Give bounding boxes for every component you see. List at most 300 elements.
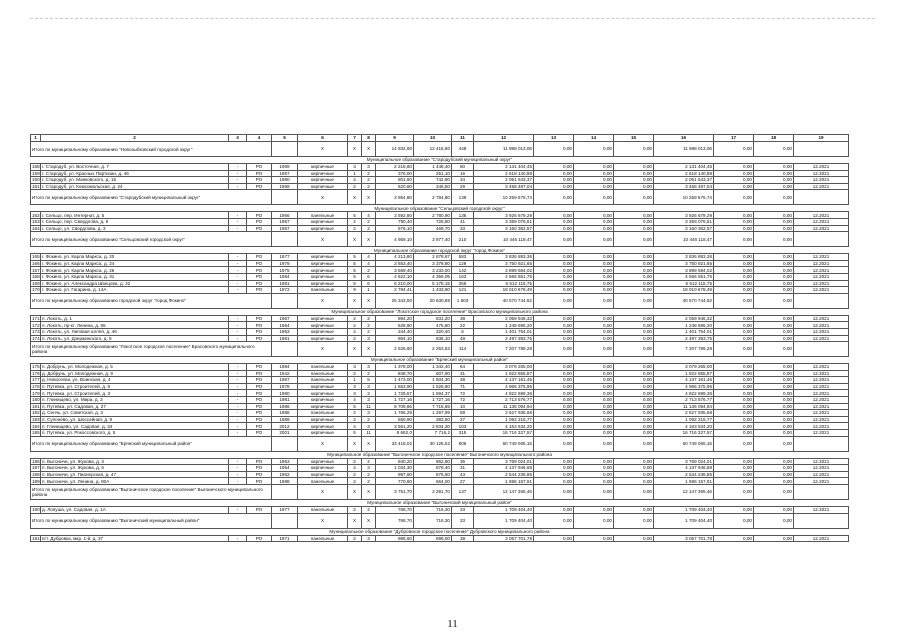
table-cell: 4 [362,254,376,261]
table-cell: 0,00 [754,507,794,514]
total-cell: 0,00 [534,232,574,247]
table-cell: 0,00 [574,322,614,329]
table-cell: 0,00 [614,458,654,465]
table-cell: - [229,267,247,274]
table-cell: д. Добрунь, ул. Молодежная, д. 9 [41,370,229,377]
table-cell: 2 [348,416,362,423]
table-cell: 29 [452,183,474,190]
table-cell: 0,00 [754,397,794,404]
table-cell: 3 359 076,61 [654,218,714,225]
section-title: Муниципальное образование "Брянский муниципальный район" [31,357,849,364]
table-cell: - [229,280,247,287]
table-cell: кирпичные [298,177,348,184]
total-cell: 0,00 [614,190,654,205]
table-cell: 0,00 [614,328,654,335]
table-cell: 0,00 [574,478,614,485]
total-cell: 40 570 744,52 [474,293,534,308]
table-cell: 0,00 [754,218,794,225]
table-cell: 0,00 [754,410,794,417]
table-cell: 12.2021 [794,183,849,190]
total-label: Итого по муниципальному образованию городской округ "город Фокино" [31,293,272,308]
table-cell: 1 709 404,40 [654,507,714,514]
table-cell: 0,00 [574,390,614,397]
table-cell: 0,00 [714,212,754,219]
table-cell: РО [247,225,272,232]
table-cell: 0,00 [754,177,794,184]
table-cell: - [229,218,247,225]
table-cell: 0,00 [614,465,654,472]
document-table-frame [30,134,848,542]
total-cell: 10 259 575,74 [654,190,714,205]
table-cell: 0,00 [534,410,574,417]
table-cell: 0,00 [754,315,794,322]
table-cell: 27 [452,478,474,485]
table-cell: 163 [452,273,474,280]
total-cell: 0,00 [714,485,754,500]
table-cell: 0,00 [714,390,754,397]
table-cell: 1984 [272,364,298,371]
table-cell: п. Путевка, ул. Садовая, д. 27 [41,403,229,410]
table-row [31,212,849,219]
table-cell: 12.2021 [794,458,849,465]
table-cell: 848,70 [376,370,414,377]
total-cell: 448 [452,142,474,157]
table-cell: 0,00 [754,535,794,542]
table-cell: кирпичные [298,170,348,177]
table-row [31,478,849,485]
total-cell: X [362,190,376,205]
table-cell: - [229,335,247,342]
table-cell: 0,00 [534,465,574,472]
table-cell: 12.2021 [794,273,849,280]
table-cell: 2 544 236,85 [654,471,714,478]
table-cell: 0,00 [714,267,754,274]
table-cell: 36 [452,458,474,465]
total-label: Итого по муниципальному образованию "Локотское городское поселение" Брасовского муниципального района [31,342,272,357]
table-cell: кирпичные [298,423,348,430]
table-cell: - [229,410,247,417]
table-cell: 0,00 [754,465,794,472]
table-cell: г. Фокино, ул. Александра Швецова, д. 22 [41,280,229,287]
table-cell: 162 [32,212,40,218]
table-cell: - [229,416,247,423]
table-cell: 0,00 [574,328,614,335]
table-cell: п. Выгоничи, ул. Жукова, д. 5 [41,465,229,472]
table-cell: 0,00 [534,254,574,261]
table-cell: п. Супонево, ул. Шоссейная, д. 9 [41,416,229,423]
table-cell: 38 [452,377,474,384]
column-number: 15 [614,135,654,142]
section-title: Муниципальное образование "Дубровское городское поселение" Дубровского муниципального района [31,528,849,535]
table-cell: 356 [452,280,474,287]
table-cell: 0,00 [534,471,574,478]
total-row [31,190,849,205]
table-cell: 0,00 [614,478,654,485]
table-cell: 0,00 [754,390,794,397]
table-row [31,377,849,384]
table-cell: 0,00 [574,403,614,410]
total-cell: 25 343,50 [376,293,414,308]
table-cell: 4 137 946,68 [654,465,714,472]
total-cell: 0,00 [714,342,754,357]
table-cell: 0,00 [614,218,654,225]
table-cell: 12.2021 [794,465,849,472]
table-cell: - [229,322,247,329]
table-cell: 2 051 543,37 [654,177,714,184]
table-cell: 2 [348,328,362,335]
table-cell: 0,00 [574,507,614,514]
table-cell: 4 213,80 [376,254,414,261]
table-cell: 22 [452,322,474,329]
table-cell: 1 709 404,40 [474,507,534,514]
table-cell: 10 [452,403,474,410]
table-cell: 3 [362,390,376,397]
table-cell: 2 131 404,45 [654,164,714,171]
table-cell: 169 [32,280,40,286]
table-cell: 4 566 551,75 [474,273,534,280]
table-cell: 0,00 [754,170,794,177]
table-cell: 2 780,90 [414,212,452,219]
table-cell: 0,00 [754,335,794,342]
table-cell: 1978 [272,383,298,390]
total-row [31,232,849,247]
total-cell: 11 988 013,06 [474,142,534,157]
table-cell: РО [247,465,272,472]
table-cell: 0,00 [714,280,754,287]
table-cell: 1 604,30 [414,377,452,384]
table-cell: 0,00 [534,322,574,329]
table-cell: 5 [348,403,362,410]
table-cell: 1 378,00 [376,364,414,371]
total-label: Итого по муниципальному образованию "Выгоничский муниципальный район" [31,513,272,528]
table-cell: 0,00 [614,183,654,190]
table-cell: 0,00 [534,335,574,342]
table-cell: 0,00 [614,287,654,294]
table-cell: 2 [362,183,376,190]
table-cell: 3 [362,383,376,390]
table-cell: 1 267,99 [414,410,452,417]
table-cell: 583 [452,254,474,261]
table-cell: 188 [32,472,40,477]
total-row [31,142,849,157]
table-cell: 3 233,00 [414,267,452,274]
table-cell: 0,00 [614,377,654,384]
table-cell: 0,00 [574,423,614,430]
table-cell: 11 136 094,94 [654,403,714,410]
table-cell: 33 [452,225,474,232]
table-cell: 173 [32,329,40,335]
total-cell: 806 [452,436,474,451]
table-cell: - [229,535,247,542]
table-cell: РО [247,403,272,410]
table-cell: кирпичные [298,225,348,232]
table-cell: 12.2021 [794,370,849,377]
table-cell: 142 [452,267,474,274]
table-cell: 3 [348,390,362,397]
table-cell: 3 458 487,04 [654,183,714,190]
table-cell: 1971 [272,535,298,542]
total-cell: 0,00 [534,513,574,528]
table-cell: 5 [348,280,362,287]
column-number: 7 [348,135,362,142]
table-cell: 9 [348,287,362,294]
table-cell: - [229,397,247,404]
table-cell: 0,00 [754,458,794,465]
table-cell: кирпичные [298,390,348,397]
table-cell: кирпичные [298,465,348,472]
repair-program-table [30,134,849,542]
total-cell: 2 784,80 [414,190,452,205]
table-cell: 3 769 024,01 [654,458,714,465]
table-cell: 0,00 [754,430,794,437]
table-cell: 716,30 [414,507,452,514]
total-cell: 2 281,70 [414,485,452,500]
table-cell: 0,00 [754,287,794,294]
table-cell: 0,00 [614,507,654,514]
table-cell: 2 [348,335,362,342]
table-cell: 18 010 678,49 [654,287,714,294]
table-cell: 0,00 [754,478,794,485]
table-cell: 3 653,40 [376,260,414,267]
total-label: Итого по муниципальному образованию "Стародубский муниципальный округ" [31,190,272,205]
table-cell: РО [247,183,272,190]
total-cell: 0,00 [614,513,654,528]
table-cell: 0,00 [714,164,754,171]
table-cell: 2 [348,471,362,478]
total-cell: 0,00 [614,485,654,500]
table-cell: 0,00 [714,170,754,177]
table-cell: 1969 [272,164,298,171]
total-cell [794,293,849,308]
table-cell: 2 [348,458,362,465]
table-cell: 38 [452,535,474,542]
table-cell: 0,00 [754,322,794,329]
total-cell [794,342,849,357]
table-cell: 2 [362,416,376,423]
table-cell: 2 [362,315,376,322]
table-cell: 346,50 [414,183,452,190]
total-cell: X [298,142,348,157]
table-cell: кирпичные [298,416,348,423]
table-cell: РО [247,397,272,404]
table-cell: 0,00 [714,458,754,465]
table-cell: 12.2021 [794,390,849,397]
total-cell [272,485,298,500]
table-cell: кирпичные [298,273,348,280]
table-cell: 3 079 265,00 [474,364,534,371]
table-cell: 1984 [272,273,298,280]
table-cell: 166 [32,260,40,266]
table-cell: г. Фокино, ул. Карла Маркса, д. 20 [41,254,229,261]
table-cell: 770,60 [376,478,414,485]
table-row [31,287,849,294]
table-cell: 0,00 [574,364,614,371]
table-cell: 2 [362,507,376,514]
table-cell: 3 926 679,29 [474,212,534,219]
table-cell: 1 [348,377,362,384]
table-cell: 0,00 [754,471,794,478]
table-cell: кирпичные [298,383,348,390]
table-cell: 320,40 [414,328,452,335]
table-cell: РО [247,328,272,335]
table-cell: 170 [32,287,40,293]
table-cell: РО [247,416,272,423]
total-cell: 0,00 [574,142,614,157]
table-cell: 72 [452,397,474,404]
table-cell: 172 [32,322,40,328]
table-cell: 1981 [272,397,298,404]
table-cell: 0,00 [754,328,794,335]
table-cell: РО [247,478,272,485]
total-cell: 0,00 [754,485,794,500]
total-cell: 0,00 [754,190,794,205]
total-cell: 10 446 118,47 [474,232,534,247]
table-cell: 3 769 024,01 [474,458,534,465]
table-cell: 0,00 [534,218,574,225]
total-cell: 0,00 [614,342,654,357]
table-cell: 2 713 576,77 [654,397,714,404]
total-cell: X [348,436,362,451]
total-cell: 30 126,52 [414,436,452,451]
total-cell: 137 [452,485,474,500]
total-cell: X [348,190,362,205]
table-cell: 5 175,15 [414,280,452,287]
table-cell: 12.2021 [794,260,849,267]
total-cell: 0,00 [754,293,794,308]
table-cell: 161 [32,183,40,189]
table-cell: 986,60 [376,535,414,542]
total-cell: 3 751,70 [376,485,414,500]
table-cell: 7 715,85 [414,403,452,410]
total-cell: 12 147 365,46 [474,485,534,500]
section-title: Муниципальное образование городской округ "город Фокино" [31,247,849,254]
table-cell: 0,00 [574,535,614,542]
total-cell [794,142,849,157]
table-cell: 2 [362,225,376,232]
table-cell: 3 [348,164,362,171]
total-cell: X [348,485,362,500]
table-cell: кирпичные [298,335,348,342]
section-title-row [31,451,849,458]
table-cell: 315 [452,430,474,437]
table-row [31,397,849,404]
table-cell: 11 [362,430,376,437]
table-cell: 3 458 487,04 [474,183,534,190]
total-cell [794,436,849,451]
table-cell: 3 [362,535,376,542]
total-row [31,342,849,357]
table-cell: кирпичные [298,328,348,335]
column-number: 18 [754,135,794,142]
table-cell: панельные [298,507,348,514]
table-row [31,383,849,390]
table-cell: 48 [452,335,474,342]
table-cell: 0,00 [714,423,754,430]
table-cell: - [229,423,247,430]
total-cell: 2 263,53 [414,342,452,357]
table-body [31,135,849,542]
table-cell: 1 034,30 [376,465,414,472]
table-cell: 4 137 161,45 [474,377,534,384]
table-cell: - [229,507,247,514]
table-cell: - [229,390,247,397]
table-cell: 8 662,0 [376,430,414,437]
table-cell: 168 [32,274,40,280]
total-cell: 1 709 404,40 [654,513,714,528]
table-cell: - [229,364,247,371]
table-cell: 2001 [272,430,298,437]
table-cell: 0,00 [534,535,574,542]
table-cell: - [229,403,247,410]
total-cell: 3 977,40 [414,232,452,247]
table-row [31,458,849,465]
table-cell: 1981 [272,335,298,342]
table-cell: 940,20 [376,458,414,465]
table-cell: 0,00 [534,478,574,485]
total-cell: X [362,142,376,157]
table-row [31,267,849,274]
table-cell: 0,00 [754,183,794,190]
table-cell: 183 [32,417,40,423]
table-cell: 1987 [272,377,298,384]
column-number: 6 [298,135,348,142]
table-cell: 4 356,05 [414,273,452,280]
table-cell: панельные [298,478,348,485]
table-cell: - [229,170,247,177]
table-cell: 1 092 215,77 [474,416,534,423]
table-row [31,423,849,430]
section-title: Муниципальное образование "Сельцовский городской округ" [31,205,849,212]
section-title-row [31,205,849,212]
table-cell: кирпичные [298,164,348,171]
table-cell: 1 [348,170,362,177]
table-cell: РО [247,287,272,294]
table-cell: 3 [362,164,376,171]
page-number: 11 [447,618,458,630]
table-cell: 0,00 [534,397,574,404]
total-cell: 0,00 [534,485,574,500]
table-cell: РО [247,315,272,322]
total-cell [272,342,298,357]
table-cell: 16 716 327,57 [474,430,534,437]
total-cell: 0,00 [714,190,754,205]
table-cell: РО [247,218,272,225]
table-cell: 5 [362,377,376,384]
table-row [31,465,849,472]
table-row [31,315,849,322]
table-cell: 177 [32,377,40,383]
table-cell: д. Лопуша, ул. Садовая, д. 1А [41,507,229,514]
table-cell: 0,00 [534,170,574,177]
table-cell: 0,00 [534,225,574,232]
table-cell: 2 [348,177,362,184]
table-cell: 2 [348,465,362,472]
table-row [31,364,849,371]
table-cell: 2 544 236,85 [474,471,534,478]
total-cell [794,190,849,205]
table-cell: - [229,287,247,294]
table-cell: 664,00 [414,478,452,485]
table-cell: 0,00 [714,315,754,322]
table-cell: 2 618 140,88 [474,170,534,177]
table-cell: кирпичные [298,458,348,465]
table-cell: 2 [362,322,376,329]
table-cell: 12.2021 [794,410,849,417]
table-cell: РО [247,273,272,280]
table-cell: 0,00 [714,335,754,342]
table-cell: п. Выгоничи, ул. Ленина, д. 80А [41,478,229,485]
table-cell: 0,00 [714,383,754,390]
